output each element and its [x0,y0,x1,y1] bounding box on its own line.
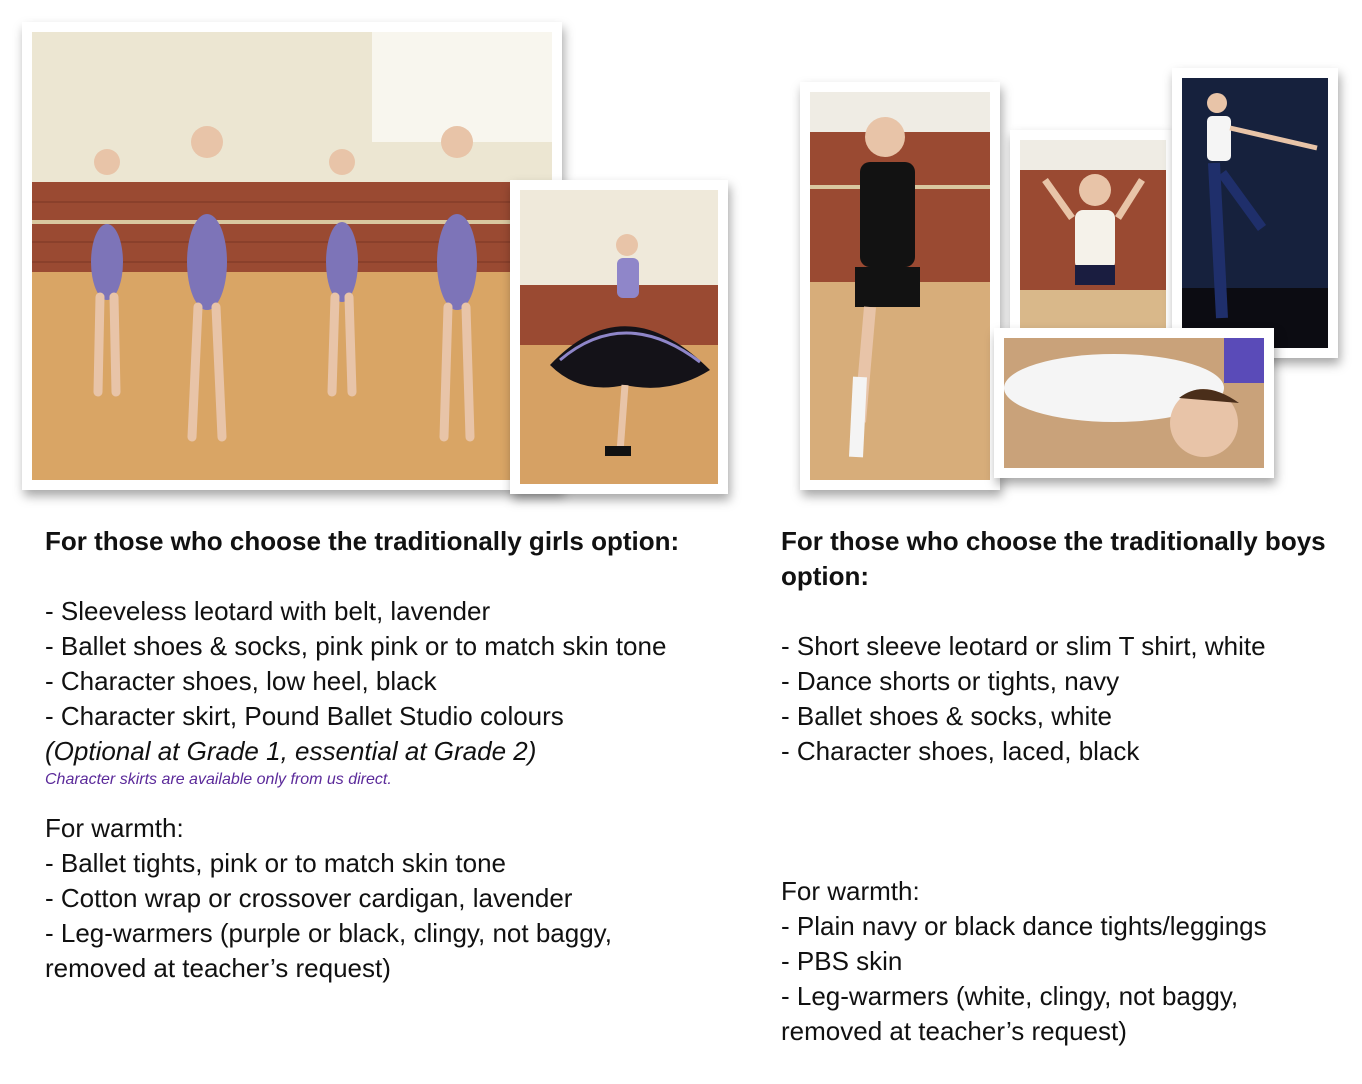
boys-item-shorts: - Dance shorts or tights, navy [781,666,1120,696]
girls-warmth-leg-warmers: - Leg-warmers (purple or black, clingy, not baggy, removed at teacher’s request) [45,918,612,983]
girls-option-heading: For those who choose the traditionally girls option: [45,526,680,556]
boys-warmth-leg-warmers: - Leg-warmers (white, clingy, not baggy, removed at teacher’s request) [781,981,1239,1046]
girls-item-leotard: - Sleeveless leotard with belt, lavender [45,596,491,626]
girls-optional-note: (Optional at Grade 1, essential at Grade 2) [45,736,537,766]
skirt-availability-note: Character skirts are available only from us direct. [45,771,392,788]
character-skirt-photo [510,180,728,494]
boys-warmth-skin: - PBS skin [781,946,903,976]
boys-warmth-heading: For warmth: [781,876,920,906]
girls-warmth-cardigan: - Cotton wrap or crossover cardigan, lavender [45,883,573,913]
boy-black-leotard-photo [800,82,1000,490]
boys-warmth-tights: - Plain navy or black dance tights/leggings [781,911,1267,941]
boys-uniform-section [781,524,1341,1049]
boys-item-ballet-shoes: - Ballet shoes & socks, white [781,701,1112,731]
boys-option-heading: For those who choose the traditionally boys option: [781,526,1326,591]
boys-item-character-shoes: - Character shoes, laced, black [781,736,1140,766]
boy-arabesque-photo [1172,68,1338,358]
girls-item-ballet-shoes: - Ballet shoes & socks, pink pink or to match skin tone [45,631,667,661]
boy-white-leotard-photo [1010,130,1176,342]
girls-class-photo [22,22,562,490]
girls-item-character-shoes: - Character shoes, low heel, black [45,666,437,696]
girls-warmth-heading: For warmth: [45,813,184,843]
girls-uniform-section [45,524,705,986]
girls-item-character-skirt: - Character skirt, Pound Ballet Studio colours [45,701,564,731]
girls-warmth-tights: - Ballet tights, pink or to match skin tone [45,848,506,878]
boys-item-leotard: - Short sleeve leotard or slim T shirt, white [781,631,1266,661]
boy-lying-floor-photo [994,328,1274,478]
